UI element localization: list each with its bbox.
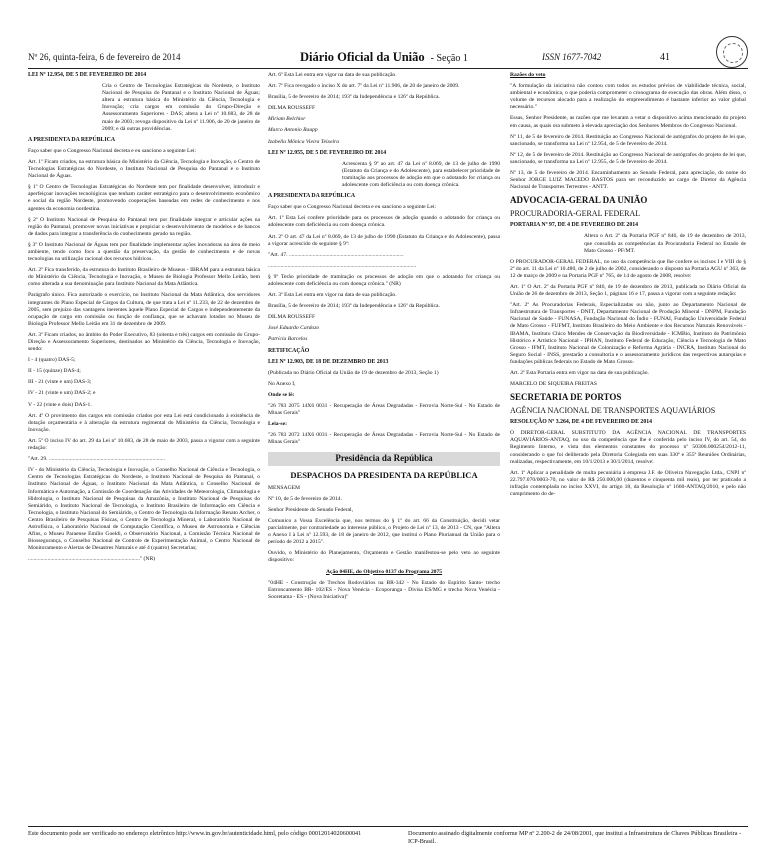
article: Art. 1º Aplicar a penalidade de multa pecuniária à empresa J.F. de Oliveira Navegação Ltda., CNPJ nº 22.797.070/0003-70, no valor de R$ 250.000,00 (duzentos e cinquenta mil reais), por ter praticado a infração contemplada no inciso XXVI, do artigo 18, da Resolução nº 1660-ANTAQ/2010, e pelo não cumprimento do de-: [510, 469, 746, 498]
column-1: [28, 72, 260, 567]
article: "Art. 2º As Procuradorias Federais, Especializadas ou não, junto ao Departamento Nacional de Infraestrutura de Transportes - DNIT, Departamento Nacional de Produção Mineral - DNPM, Fundação Nacional de Saúde - FUNASA, Fundação Nacional do Índio - FUNAI, Fundação Universidade Federal de Mato Grosso - FUFMT, Instituto Brasileiro do Meio Ambiente e dos Recursos Naturais Renováveis - IBAMA, Instituto Chico Mendes de Conservação da Biodiversidade - ICMBio, Instituto do Patrimônio Histórico e Artístico Nacional - IPHAN, Instituto Federal de Educação, Ciência e Tecnologia de Mato Grosso - IFMT, Instituto Nacional de Colonização e Reforma Agrária - INCRA, Instituto Nacional do Seguro Social - INSS, prestarão a consultoria e o assessoramento jurídicos das respectivas autarquias e fundações públicas federais no Estado de Mato Grosso.: [510, 302, 746, 365]
column-2: [268, 72, 500, 605]
where-reads-label: Onde se lê:: [268, 391, 295, 398]
section-label: - Seção 1: [430, 53, 468, 64]
dateline: Brasília, 5 de fevereiro de 2014; 193º da Independência e 126º da República.: [268, 94, 440, 101]
secretaria-heading: SECRETARIA DE PORTOS: [510, 392, 622, 403]
signature: DILMA ROUSSEFF: [268, 314, 316, 321]
paragraph: § 2º O Instituto Nacional de Pesquisa do Pantanal tem por finalidade integrar e articular ações na região do Pantanal, promover novas iniciativas e propiciar o desenvolvimento de modelos e de bancos de dados para integrar a transferência do conhecimento gerado na região.: [28, 216, 260, 237]
paragraph: Nº 12, de 5 de fevereiro de 2014. Restituição ao Congresso Nacional de autógrafos do projeto de lei que, sancionado, se transforma na Lei nº 12.955, de 5 de fevereiro de 2014.: [510, 151, 746, 165]
message-label: MENSAGEM: [268, 484, 301, 491]
quote: IV - do Ministério da Ciência, Tecnologia e Inovação, o Conselho Nacional de Ciência e Tecnologia, o Centro de Tecnologias Estratégicas do Nordeste, o Instituto Nacional de Pesquisa do Pantanal, o Instituto Nacional de Águas, o Instituto Nacional da Mata Atlântica, o Conselho Nacional de Informática e Automação, a Comissão de Coordenação das Atividades de Meteorologia, Climatologia e Hidrologia, o Instituto Nacional de Pesquisas da Amazônia, o Instituto Nacional de Pesquisas do Semiárido, o Instituto Nacional de Tecnologia, o Instituto Brasileiro de Informação em Ciência e Tecnologia, o Instituto Nacional do Semiárido, o Centro de Tecnologia da Informação Renato Archer, o Centro Brasileiro de Pesquisas Físicas, o Centro de Tecnologia Mineral, o Laboratório Nacional de Astrofísica, o Laboratório Nacional de Computação Científica, o Museu de Astronomia e Ciências Afins, o Museu Paraense Emílio Goeldi, o Observatório Nacional, a Comissão Técnica Nacional de Biossegurança, o Conselho Nacional de Controle de Experimentação Animal, o Centro Nacional de Monitoramento e Alertas de Desastres Naturais e até 4 (quatro) Secretarias;: [28, 467, 260, 552]
intro: Faço saber que o Congresso Nacional decreta e eu sanciono a seguinte Lei:: [28, 147, 197, 154]
list-item: V - 22 (vinte e dois) DAS-1.: [28, 401, 92, 408]
national-emblem-icon: [716, 36, 748, 68]
issn: ISSN 1677-7042: [542, 52, 602, 62]
law-title: LEI Nº 12.955, DE 5 DE FEVEREIRO DE 2014: [268, 149, 387, 156]
law-summary: Acrescenta § 9º ao art. 47 da Lei nº 8.069, de 13 de julho de 1990 (Estatuto da Criança e do Adolescente), para estabelecer prioridade de tramitação aos processos de adoção em que o adotando for criança ou adolescente com deficiência ou com doença crônica.: [342, 160, 500, 189]
article: Art. 7º Fica revogado o inciso X do art. 7º da Lei nº 11.906, de 20 de janeiro de 2009.: [268, 83, 460, 90]
veto-reasons-heading: Razões do veto: [510, 72, 546, 78]
paragraph: § 1º O Centro de Tecnologias Estratégicas do Nordeste tem por finalidade desenvolver, introduzir e aperfeiçoar inovações tecnológicas que tenham caráter estratégico para o desenvolvimento econômico e social da região Nordeste, promovendo cooperações baseadas em redes de conhecimento e nos agentes da economia nordestina.: [28, 184, 260, 212]
signature: Marco Antonio Raupp: [268, 127, 318, 134]
article: Art. 1º Ficam criados, na estrutura básica do Ministério da Ciência, Tecnologia e Inovação, o Centro de Tecnologias Estratégicas do Nordeste, o Instituto Nacional de Pesquisa do Pantanal e o Instituto Nacional de Águas.: [28, 158, 260, 180]
section-band: Presidência da República: [268, 452, 500, 465]
quote: "Art. 29. ...................................................................................: [28, 456, 165, 463]
portaria-title: PORTARIA Nº 97, DE 4 DE FEVEREIRO DE 2014: [510, 222, 639, 229]
action-heading: Ação 04HE, do Objetivo 0137 do Programa 2075: [325, 568, 443, 575]
paragraph: O DIRETOR-GERAL SUBSTITUTO DA AGÊNCIA NACIONAL DE TRANSPORTES AQUAVIÁRIOS-ANTAQ, no uso da competência que lhe é conferida pelo inciso IV, do art. 54, do Regimento Interno, e vista dos elementos constantes do processo nº 50306.000254/2012-11, considerando o que foi deliberado pela Diretoria Colegiada em suas 330ª e 355ª Reuniões Ordinárias, realizadas, respectivamente, em 10/1/2013 e 30/1/2014, resolve:: [510, 430, 746, 465]
president-heading: A PRESIDENTA DA REPÚBLICA: [28, 136, 116, 143]
article: Art. 2º Fica transferido, da estrutura do Instituto Brasileiro de Museus - IBRAM para a estrutura básica do Ministério da Ciência, Tecnologia e Inovação, o Museu de Biologia Professor Mello Leitão, bem como alterada a sua denominação para Instituto Nacional da Mata Atlântica.: [28, 267, 260, 288]
article: Art. 1º Esta Lei confere prioridade para os processos de adoção quando o adotando for criança ou adolescente com deficiência ou com doença crônica.: [268, 215, 500, 229]
article: Art. 4º O provimento dos cargos em comissão criados por esta Lei está condicionado à existência de dotação orçamentária e à alteração da estrutura regimental do Ministério da Ciência, Tecnologia e Inovação.: [28, 412, 260, 433]
portaria-summary: Altera o Art. 2º da Portaria PGF nº 846, de 19 de dezembro de 2013, que consolida as competências da Procuradoria Federal no Estado de Mato Grosso - PF/MT.: [584, 233, 746, 254]
law-title: LEI Nº 12.954, DE 5 DE FEVEREIRO DE 2014: [28, 72, 147, 78]
read-as-text: "26 783 2072 14X6 0031 - Recuperação de Áreas Degradadas - Ferrovia Norte-Sul - No Estado de Minas Gerais": [268, 432, 500, 446]
article: Art. 6º Esta Lei entra em vigor na data de sua publicação.: [268, 72, 397, 78]
signature: Miriam Belchior: [268, 116, 306, 123]
article: Art. 1º O Art. 2º da Portaria PGF nº 846, de 19 de dezembro de 2013, publicada no Diário Oficial da União de 26 de dezembro de 2013, Seção 1, páginas 16 e 17, passa a vigorar com a seguinte redação:: [510, 283, 746, 298]
paragraph: O PROCURADOR-GERAL FEDERAL, no uso da competência que lhe confere os incisos I e VIII do § 2º do art. 11 da Lei nº 10.480, de 2 de julho de 2002, considerando o disposto na Portaria AGU nº 363, de 12 de março de 2009 e na Portaria PGF nº 765, de 14 de agosto de 2008, resolve:: [510, 258, 747, 279]
verification-note: Este documento pode ser verificado no endereço eletrônico http://www.in.gov.br/autenticidade.html, pelo código 00012014020600041: [28, 830, 362, 837]
resolution-title: RESOLUÇÃO Nº 3.264, DE 4 DE FEVEREIRO DE 2014: [510, 419, 653, 426]
where-reads-text: "26 783 2075 14X6 0031 - Recuperação de Áreas Degradadas - Ferrovia Norte-Sul - No Estado de Minas Gerais": [268, 403, 500, 417]
salutation: Senhor Presidente do Senado Federal,: [268, 506, 353, 513]
paragraph: Nº 13, de 5 de fevereiro de 2014. Encaminhamento ao Senado Federal, para apreciação, do nome do Senhor JORGE LUIZ MACEDO BASTOS para ser reconduzido ao cargo de Diretor da Agência Nacional de Transportes Terrestres - ANTT.: [510, 170, 746, 191]
intro: Faço saber que o Congresso Nacional decreta e eu sanciono a seguinte Lei:: [268, 204, 437, 211]
law-summary: Cria o Centro de Tecnologias Estratégicas do Nordeste, o Instituto Nacional de Pesquisa do Pantanal e o Instituto Nacional de Águas; altera a estrutura básica do Ministério da Ciência, Tecnologia e Inovação; cria cargos em comissão do Grupo-Direção e Assessoramento Superiores - DAS; altera a Lei nº 10.683, de 28 de maio de 2003; revoga dispositivo da Lei nº 11.906, de 20 de janeiro de 2009; e dá outras providências.: [102, 83, 260, 132]
page-header: [28, 38, 748, 69]
list-item: III - 21 (vinte e um) DAS-3;: [28, 379, 92, 386]
message-number: Nº 10, de 5 de fevereiro de 2014.: [268, 495, 342, 502]
signature: Patrícia Barcelos: [268, 336, 308, 343]
quote: "Art. 47. ..................................................................................: [268, 251, 404, 258]
paragraph: § 3º O Instituto Nacional de Águas tem por finalidade implementar ações inovadoras na área de meio ambiente, tendo como foco a questão da preservação, da gestão de conhecimento e de novas tecnologias na utilização racional dos recursos hídricos.: [28, 241, 260, 263]
article: Art. 3º Ficam criados, no âmbito do Poder Executivo, 83 (oitenta e três) cargos em comissão do Grupo-Direção e Assessoramento Superiores, destinados ao Ministério da Ciência, Tecnologia e Inovação, sendo:: [28, 331, 260, 353]
paragraph: Parágrafo único. Fica autorizado o exercício, no Instituto Nacional da Mata Atlântica, dos servidores integrantes do Plano Especial de Cargos da Cultura, de que trata a Lei nº 11.233, de 22 de dezembro de 2005, sem prejuízo das vantagens inerentes àquele Plano Especial de Cargos e independentemente da ocupação de cargo em comissão ou função de confiança, que se achavam lotados no Museu de Biologia Professor Mello Leitão em 31 de dezembro de 2009.: [28, 292, 260, 327]
signature: José Eduardo Cardozo: [268, 325, 320, 332]
quote: ..........................................................................................................: [268, 262, 417, 269]
article: Art. 2º Esta Portaria entra em vigor na data de sua publicação.: [510, 370, 649, 376]
list-item: II - 15 (quinze) DAS-4;: [28, 368, 81, 375]
article: Art. 2º O art. 47 da Lei nº 8.069, de 13 de julho de 1990 (Estatuto da Criança e do Adolescente), passa a vigorar acrescido do seguinte § 9º:: [268, 233, 500, 247]
column-3: [510, 72, 746, 502]
signature-note: Documento assinado digitalmente conforme MP nº 2.200-2 de 24/08/2001, que institui a Infraestrutura de Chaves Públicas Brasileira - ICP-Brasil.: [408, 830, 742, 845]
action-text: "04HE - Construção de Trechos Rodoviários na BR-342 - No Estado do Espírito Santo- trecho Entroncamento BR- 102/ES - Nova Venécia - Ecoporanga - Divisa ES/MG e trecho Nova Venécia - Sooretama - ES - (Nova Iniciativa)": [268, 579, 500, 600]
annex-label: No Anexo I,: [268, 380, 296, 387]
page-footer: [28, 826, 748, 845]
list-item: I - 4 (quatro) DAS-5;: [28, 357, 76, 364]
page-number: 41: [660, 52, 670, 63]
article: Art. 5º O inciso IV do art. 29 da Lei nº 10.683, de 28 de maio de 2003, passa a vigorar com a seguinte redação:: [28, 437, 260, 452]
law-title: LEI Nº 12.903, DE 18 DE DEZEMBRO DE 2013: [268, 358, 389, 365]
signature: DILMA ROUSSEFF: [268, 105, 316, 112]
journal-title: Diário Oficial da União - Seção 1: [300, 50, 468, 64]
edition-info: Nº 26, quinta-feira, 6 de fevereiro de 2014: [28, 52, 181, 62]
paragraph: Comunico a Vossa Excelência que, nos termos do § 1º do art. 66 da Constituição, decidi vetar parcialmente, por contrariedade ao interesse público, o Projeto de Lei nº 13, de 2013 - CN, que "Altera o Anexo I à Lei nº 12.593, de 18 de janeiro de 2012, que institui o Plano Plurianual da União para o período de 2012 a 2015".: [268, 517, 500, 546]
quote: ................................................................................" (NR): [28, 556, 156, 563]
article: Art. 3º Esta Lei entra em vigor na data de sua publicação.: [268, 292, 397, 299]
despachos-heading: DESPACHOS DA PRESIDENTA DA REPÚBLICA: [290, 469, 478, 480]
agu-heading: ADVOCACIA-GERAL DA UNIÃO: [510, 195, 648, 206]
signature: MARCELO DE SIQUEIRA FREITAS: [510, 381, 598, 388]
president-heading: A PRESIDENTA DA REPÚBLICA: [268, 193, 356, 200]
paragraph: Ouvido, o Ministério do Planejamento, Orçamento e Gestão manifestou-se pelo veto ao seguinte dispositivo:: [268, 550, 500, 564]
list-item: IV - 21 (vinte e um) DAS-2; e: [28, 390, 96, 397]
retification-heading: RETIFICAÇÃO: [268, 347, 310, 354]
paragraph: Nº 11, de 5 de fevereiro de 2014. Restituição ao Congresso Nacional de autógrafos do projeto de lei que, sancionado, se transforma na Lei nº 12.954, de 5 de fevereiro de 2014.: [510, 133, 746, 147]
publication-note: (Publicada no Diário Oficial da União de 19 de dezembro de 2013, Seção 1): [268, 369, 439, 376]
antaq-heading: AGÊNCIA NACIONAL DE TRANSPORTES AQUAVIÁRIOS: [510, 406, 716, 416]
quote: § 9º Terão prioridade de tramitação os processos de adoção em que o adotando for criança ou adolescente com deficiência ou com doença crônica." (NR): [268, 273, 500, 287]
paragraph: "A formulação da iniciativa não contou com todos os estudos prévios de viabilidade técnica, social, ambiental e econômica, o que poderia comprometer o cronograma de execução das obras. Além disso, o volume de recursos alocado para a realização do empreendimento é bastante inferior ao valor global necessário.": [510, 83, 746, 111]
pgf-heading: PROCURADORIA-GERAL FEDERAL: [510, 209, 641, 219]
signature: Izabella Mônica Vieira Teixeira: [268, 138, 339, 145]
paragraph: Essas, Senhor Presidente, as razões que me levaram a vetar o dispositivo acima mencionado do projeto em causa, as quais ora submeto à elevada apreciação dos Senhores Membros do Congresso Nacional.: [510, 115, 746, 129]
read-as-label: Leia-se:: [268, 421, 287, 428]
dateline: Brasília, 5 de fevereiro de 2014; 193º da Independência e 126º da República.: [268, 303, 440, 310]
